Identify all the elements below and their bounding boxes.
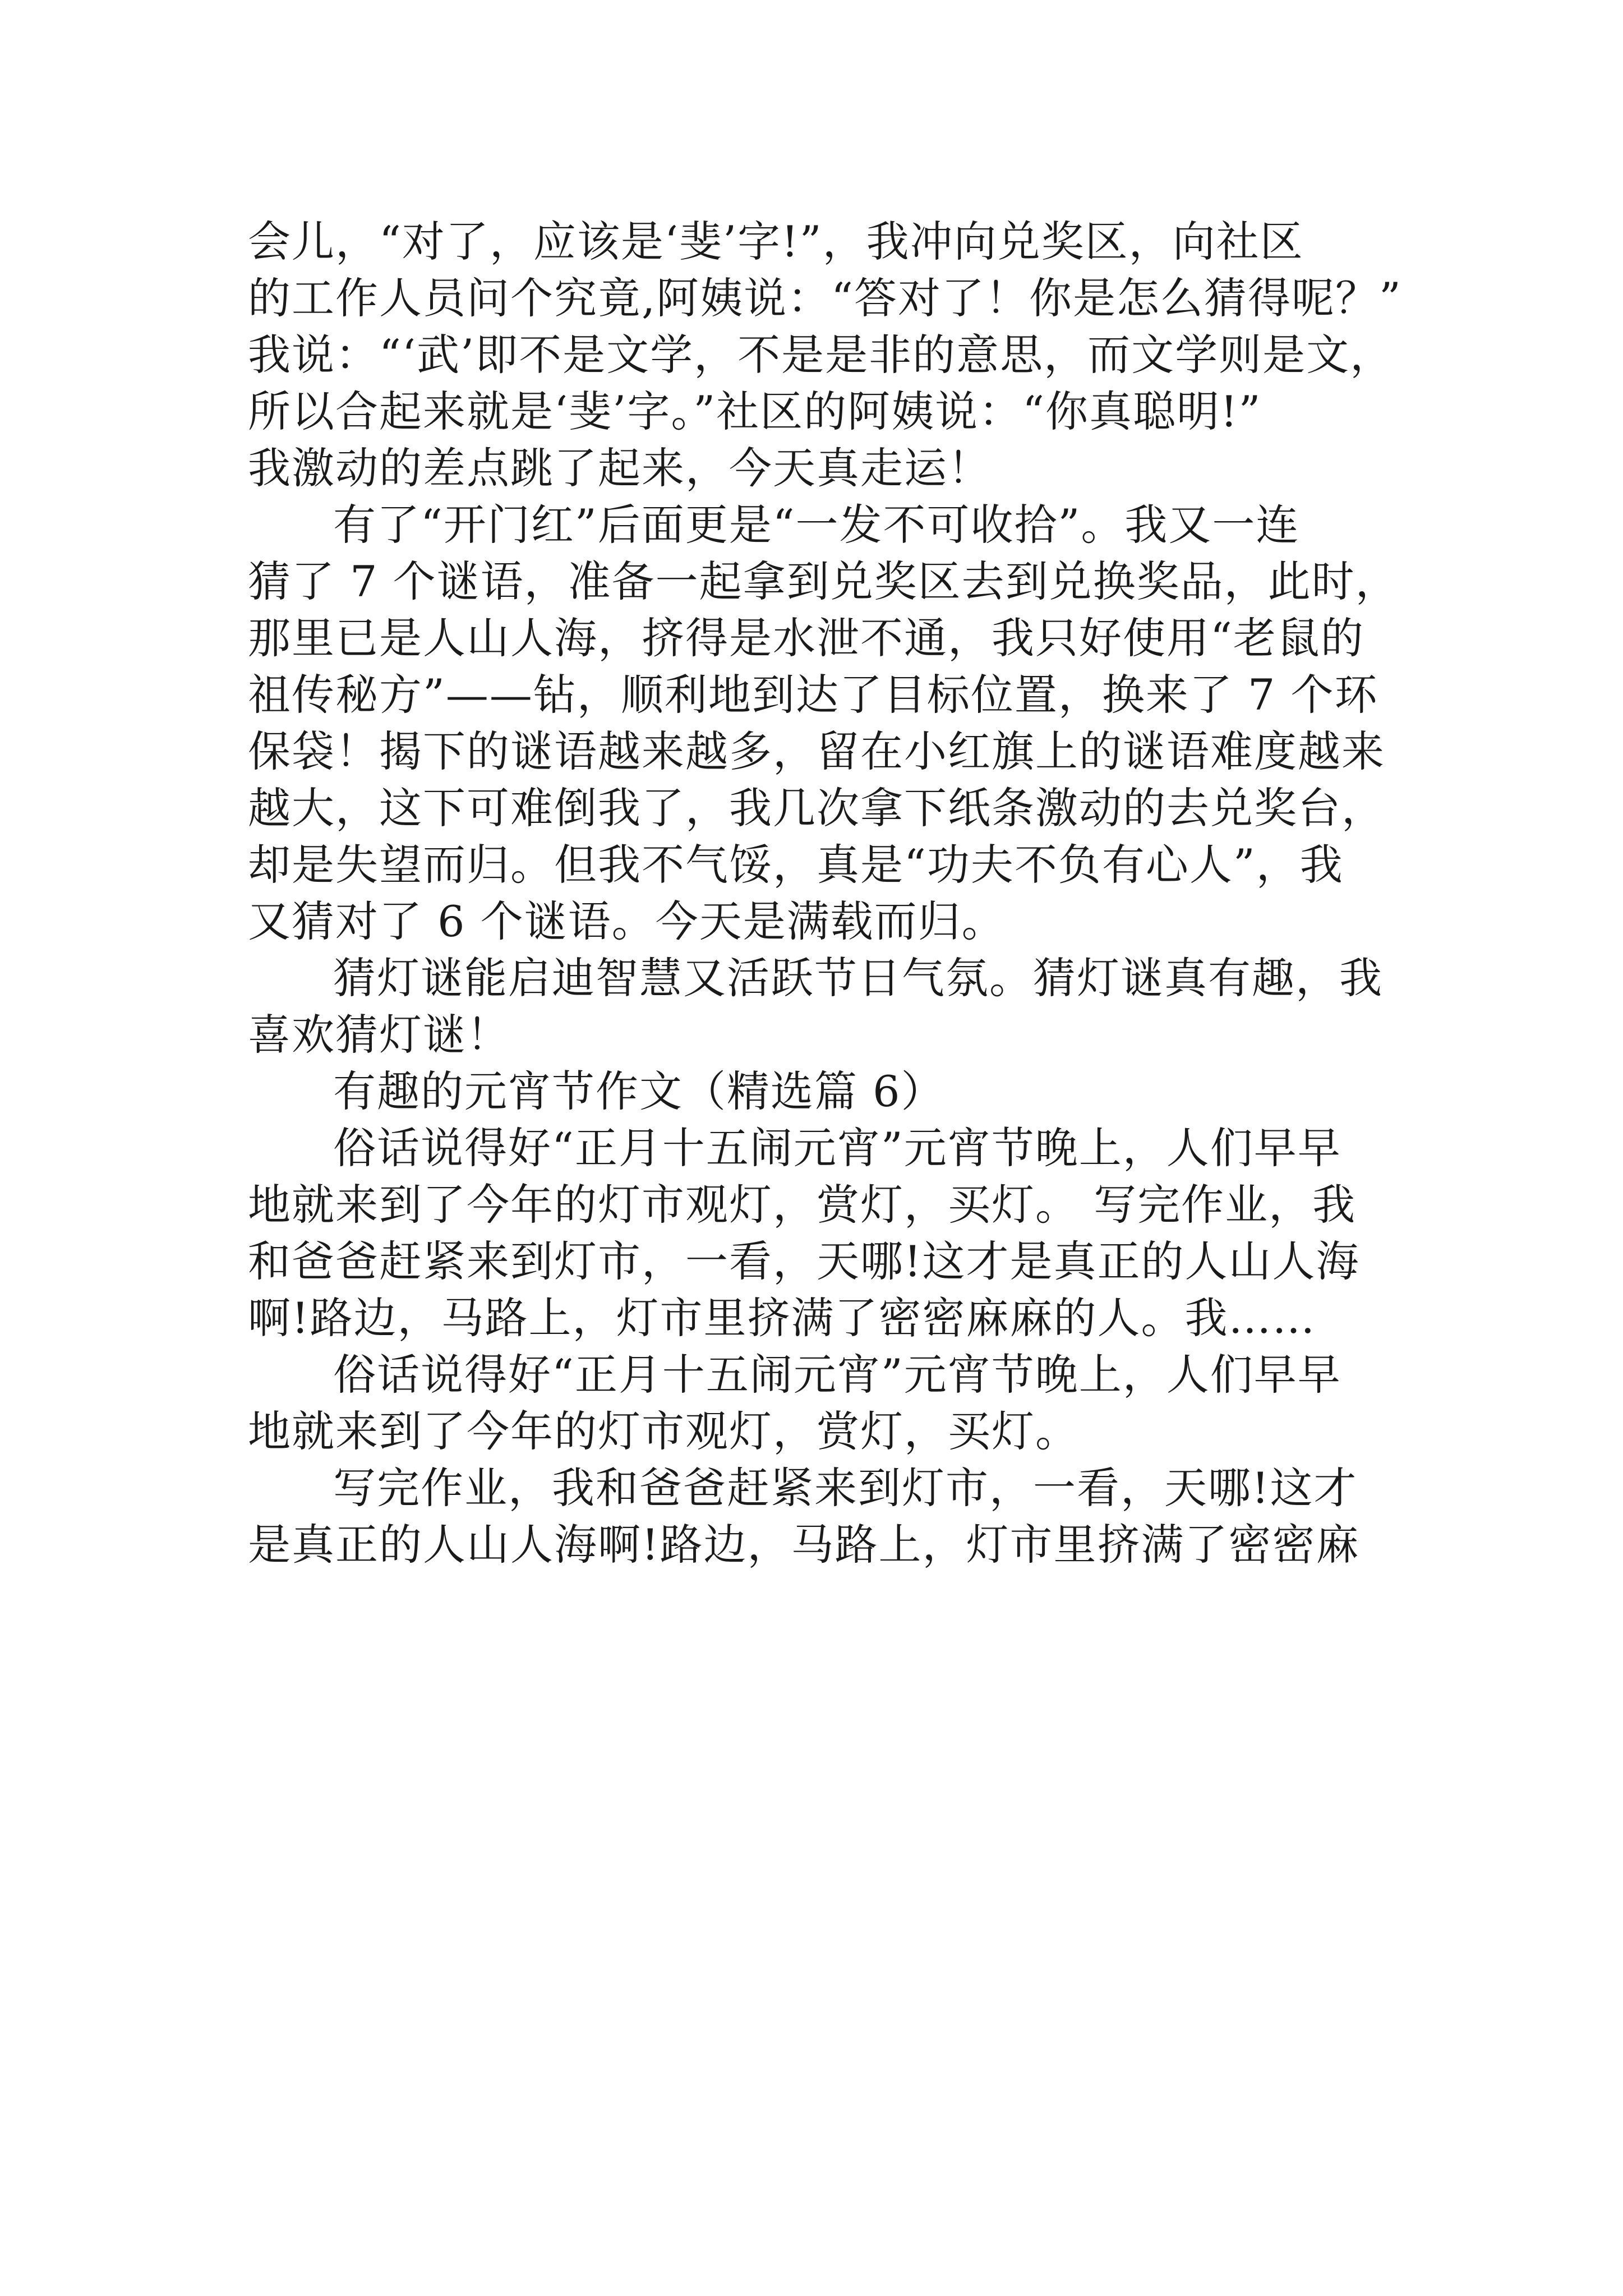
section-heading: 有趣的元宵节作文（精选篇 6） <box>333 1066 945 1116</box>
text-line: 的工作人员问个究竟,阿姨说：“答对了！你是怎么猜得呢？” <box>248 273 1402 323</box>
text-line: 保袋！揭下的谜语越来越多，留在小红旗上的谜语难度越来 <box>248 726 1385 776</box>
text-line: 猜灯谜能启迪智慧又活跃节日气氛。猜灯谜真有趣，我 <box>333 953 1383 1003</box>
text-line: 越大，这下可难倒我了，我几次拿下纸条激动的去兑奖台， <box>248 783 1385 833</box>
text-line: 写完作业，我和爸爸赶紧来到灯市，一看，天哪!这才 <box>333 1463 1358 1513</box>
text-line: 却是失望而归。但我不气馁，真是“功夫不负有心人”，我 <box>248 840 1344 890</box>
text-line: 啊!路边，马路上，灯市里挤满了密密麻麻的人。我…… <box>248 1293 1316 1343</box>
text-line: 那里已是人山人海，挤得是水泄不通，我只好使用“老鼠的 <box>248 613 1364 663</box>
text-line: 又猜对了 6 个谜语。今天是满载而归。 <box>248 896 1006 946</box>
text-line: 地就来到了今年的灯市观灯，赏灯，买灯。 写完作业，我 <box>248 1180 1357 1230</box>
text-line: 祖传秘方”——钻，顺利地到达了目标位置，换来了 7 个环 <box>248 670 1378 720</box>
text-line: 俗话说得好“正月十五闹元宵”元宵节晚上，人们早早 <box>333 1350 1341 1400</box>
text-line: 地就来到了今年的灯市观灯，赏灯，买灯。 <box>248 1406 1079 1456</box>
text-line: 所以合起来就是‘斐’字。”社区的阿姨说：“你真聪明!” <box>248 386 1262 436</box>
text-line: 我激动的差点跳了起来，今天真走运！ <box>248 443 992 493</box>
text-line: 俗话说得好“正月十五闹元宵”元宵节晚上，人们早早 <box>333 1123 1341 1173</box>
text-line: 喜欢猜灯谜！ <box>248 1010 510 1060</box>
text-line: 是真正的人山人海啊!路边，马路上，灯市里挤满了密密麻 <box>248 1520 1360 1570</box>
text-line: 和爸爸赶紧来到灯市，一看，天哪!这才是真正的人山人海 <box>248 1236 1360 1286</box>
body-text <box>248 213 1402 1573</box>
text-line: 会儿，“对了，应该是‘斐’字!”，我冲向兑奖区，向社区 <box>248 217 1304 266</box>
text-line: 我说：“‘武’即不是文学，不是是非的意思，而文学则是文， <box>248 330 1394 380</box>
text-line: 猜了 7 个谜语，准备一起拿到兑奖区去到兑换奖品，此时， <box>248 556 1399 606</box>
text-line: 有了“开门红”后面更是“一发不可收拾”。我又一连 <box>333 500 1300 550</box>
